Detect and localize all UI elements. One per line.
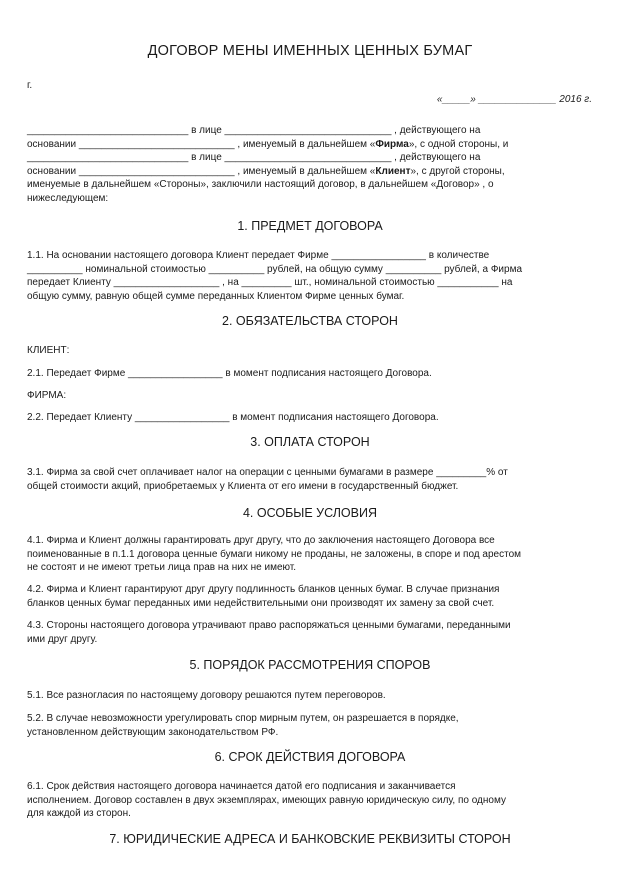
- clause-line: 6.1. Срок действия настоящего договора начинается датой его подписания и заканчивается: [27, 781, 456, 792]
- clause-3-1: [27, 466, 584, 493]
- clause-4-3: [27, 619, 584, 646]
- clause-line: поименованные в п.1.1 договора ценные бумаги никому не проданы, не заложены, в споре и под арестом: [27, 548, 522, 560]
- clause-line: общую сумму, равную общей сумме переданных Клиентом Фирме ценных бумаг.: [27, 290, 405, 302]
- firm-label: ФИРМА:: [27, 390, 67, 401]
- clause-line: 2.1. Передает Фирме _________________ в момент подписания настоящего Договора.: [27, 368, 432, 379]
- preamble-line: основании ____________________________ , именуемый в дальнейшем «Фирма», с одной стороны, и: [27, 138, 509, 150]
- client-label: КЛИЕНТ:: [27, 345, 70, 356]
- preamble-line: _____________________________ в лице ______________________________ , действующего на: [27, 152, 481, 164]
- document-title: ДОГОВОР МЕНЫ ИМЕННЫХ ЦЕННЫХ БУМАГ: [147, 43, 473, 59]
- clause-line: 5.2. В случае невозможности урегулировать спор мирным путем, он разрешается в порядке,: [27, 713, 459, 724]
- clause-line: 4.3. Стороны настоящего договора утрачивают право распоряжаться ценными бумагами, переданными: [27, 620, 511, 631]
- clause-4-1: [27, 534, 584, 575]
- preamble-line: нижеследующем:: [27, 192, 109, 204]
- section-1-title: 1. ПРЕДМЕТ ДОГОВОРА: [237, 219, 383, 233]
- clause-5-1: [27, 689, 584, 703]
- clause-1-1: [27, 249, 584, 303]
- clause-line: установленном действующим законодательством РФ.: [27, 726, 279, 738]
- clause-line: общей стоимости акций, приобретаемых у Клиента от его имени в государственный бюджет.: [27, 480, 459, 492]
- clause-line: передает Клиенту ___________________ , на _________ шт., номинальной стоимостью ___________ на: [27, 277, 513, 289]
- clause-line: ими друг другу.: [27, 633, 98, 645]
- clause-line: бланков ценных бумаг переданных ими недействительными они производят их замену за свой счет.: [27, 597, 495, 609]
- clause-line: 4.2. Фирма и Клиент гарантируют друг другу подлинность бланков ценных бумаг. В случае признания: [27, 584, 500, 595]
- clause-2-1: [27, 367, 584, 381]
- section-3-title: 3. ОПЛАТА СТОРОН: [250, 435, 370, 449]
- clause-5-2: [27, 712, 584, 739]
- section-7-title: 7. ЮРИДИЧЕСКИЕ АДРЕСА И БАНКОВСКИЕ РЕКВИЗИТЫ СТОРОН: [109, 832, 511, 846]
- clause-line: 4.1. Фирма и Клиент должны гарантировать друг другу, что до заключения настоящего Договора все: [27, 535, 495, 546]
- clause-line: 3.1. Фирма за свой счет оплачивает налог на операции с ценными бумагами в размере _________% от: [27, 467, 508, 478]
- clause-6-1: [27, 780, 584, 821]
- preamble-line: именуемые в дальнейшем «Стороны», заключили настоящий договор, в дальнейшем «Договор» , о: [27, 179, 494, 191]
- clause-line: исполнением. Договор составлен в двух экземплярах, имеющих равную юридическую силу, по одному: [27, 794, 506, 806]
- clause-line: для каждой из сторон.: [27, 808, 131, 820]
- clause-line: 1.1. На основании настоящего договора Клиент передает Фирме _________________ в количестве: [27, 250, 490, 261]
- party-firm: Фирма: [375, 138, 409, 150]
- city-field: г.: [27, 80, 33, 91]
- preamble-line: _____________________________ в лице ______________________________ , действующего на: [27, 125, 481, 136]
- clause-line: не состоят и не имеют третьи лица прав на них не имеют.: [27, 562, 297, 574]
- party-client: Клиент: [375, 165, 411, 177]
- preamble-line: основании ____________________________ , именуемый в дальнейшем «Клиент», с другой стороны,: [27, 165, 505, 177]
- preamble: [27, 124, 584, 206]
- clause-line: 2.2. Передает Клиенту _________________ в момент подписания настоящего Договора.: [27, 412, 439, 423]
- section-4-title: 4. ОСОБЫЕ УСЛОВИЯ: [242, 506, 377, 520]
- section-6-title: 6. СРОК ДЕЙСТВИЯ ДОГОВОРА: [214, 750, 406, 764]
- clause-line: __________ номинальной стоимостью __________ рублей, на общую сумму __________ рублей, а Фирма: [27, 263, 523, 275]
- section-2-title: 2. ОБЯЗАТЕЛЬСТВА СТОРОН: [222, 314, 398, 328]
- clause-line: 5.1. Все разногласия по настоящему договору решаются путем переговоров.: [27, 690, 386, 701]
- clause-2-2: [27, 411, 584, 425]
- section-5-title: 5. ПОРЯДОК РАССМОТРЕНИЯ СПОРОВ: [189, 658, 431, 672]
- date-field: «_____» ______________ 2016 г.: [436, 94, 592, 105]
- clause-4-2: [27, 583, 584, 610]
